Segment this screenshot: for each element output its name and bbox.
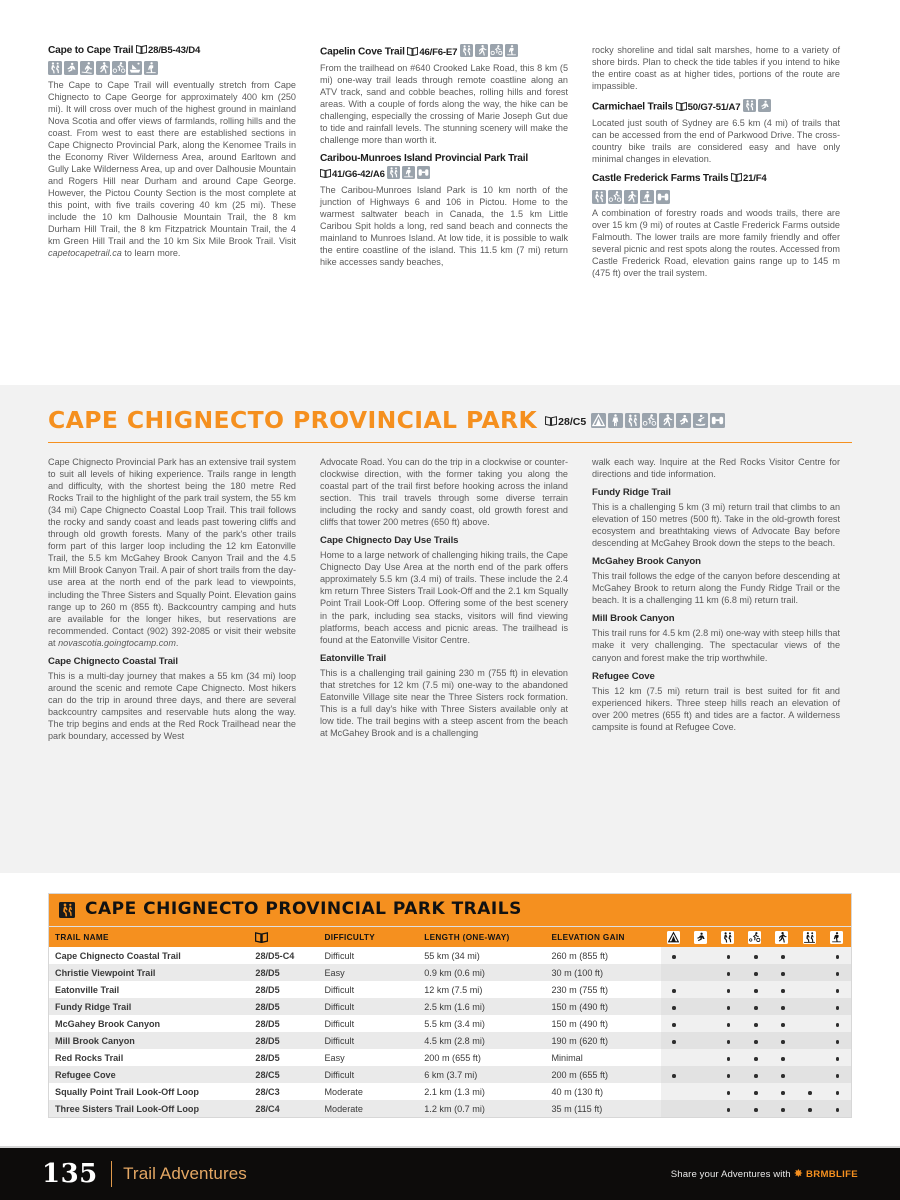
park-column-1 (48, 456, 296, 749)
cell-difficulty: Difficult (324, 1018, 355, 1029)
activity-icon-row (592, 189, 840, 204)
biking-icon (490, 44, 503, 57)
park-paragraph: This trail runs for 4.5 km (2.8 mi) one-way with steep hills that make it very challenging. The spectacular views of the canyon and forest make the trip worthwhile. (592, 628, 840, 663)
cell-map-reference: 28/C3 (255, 1086, 280, 1097)
cell-activity-hiking (715, 964, 742, 981)
cell-map-reference: 28/C4 (255, 1103, 280, 1114)
cell-elevation: Minimal (551, 1052, 583, 1063)
cell-activity-camping (661, 1032, 688, 1049)
cell-difficulty: Easy (324, 967, 345, 978)
table-row[interactable] (49, 964, 851, 981)
cell-activity-running (769, 947, 796, 964)
cell-activity-hiking (715, 1066, 742, 1083)
map-book-icon (136, 44, 147, 54)
atv-icon (402, 166, 415, 179)
col-icon-camping (661, 927, 688, 948)
cell-map-reference: 28/C5 (255, 1069, 280, 1080)
trails-table (48, 893, 852, 1118)
cell-trail-name: Fundy Ridge Trail (55, 1001, 132, 1012)
cell-length: 0.9 km (0.6 mi) (424, 967, 485, 978)
running-icon (775, 931, 788, 944)
trail-paragraph: A combination of forestry roads and woods trails, there are over 15 km (9 mi) of routes at Castle Frederick Farms outside Falmouth. The lower trails are more family friendly and offer several picnic and rest spots along the routes. Accessed from Castle Frederick Road, elevation gains range up to 145 m (475 ft) over the trail system. (592, 208, 840, 279)
cell-map-reference: 28/D5-C4 (255, 950, 295, 961)
cell-activity-camping (661, 964, 688, 981)
cell-activity-snowshoe (688, 1049, 715, 1066)
biking-icon (608, 190, 622, 204)
park-section (0, 385, 900, 873)
cell-activity-biking (742, 1032, 769, 1049)
trails-table-body (49, 947, 851, 1117)
map-book-icon (676, 101, 687, 111)
map-reference: 28/B5-43/D4 (136, 44, 200, 58)
cell-activity-snowshoe (688, 964, 715, 981)
park-paragraph-continued: Advocate Road. You can do the trip in a clockwise or counter-clockwise direction, with the former taking you along the coastal part of the trail first before hooking across the inland section. This trail travels through some diverse terrain including the rocky and sandy coast, old growth forest and cliffs that tower 200 metres (650 ft) above. (320, 457, 568, 528)
hiking-icon (387, 166, 400, 179)
park-subhead: Refugee Cove (592, 670, 655, 682)
trail-entry-title (592, 99, 840, 114)
trail-entry (320, 153, 568, 268)
cell-trail-name: Red Rocks Trail (55, 1052, 124, 1063)
cell-difficulty: Difficult (324, 984, 355, 995)
cell-trail-name: Mill Brook Canyon (55, 1035, 135, 1046)
cell-length: 5.5 km (3.4 mi) (424, 1018, 485, 1029)
cell-activity-running (769, 1066, 796, 1083)
biking-icon (748, 931, 761, 944)
map-book-icon (320, 168, 331, 178)
activity-icon-row (743, 102, 773, 113)
page-footer (0, 1148, 900, 1200)
biking-icon (642, 413, 657, 428)
cell-activity-atv (824, 998, 851, 1015)
cell-difficulty: Difficult (324, 1069, 355, 1080)
camping-website-link[interactable]: novascotia.goingtocamp.com (58, 637, 176, 648)
title-rule (48, 442, 852, 443)
cell-activity-biking (742, 1066, 769, 1083)
cell-elevation: 260 m (855 ft) (551, 950, 609, 961)
cell-activity-hiking (715, 1015, 742, 1032)
map-reference: 21/F4 (731, 172, 767, 186)
cell-activity-running (769, 998, 796, 1015)
top-column-2 (320, 44, 568, 286)
table-row[interactable] (49, 1100, 851, 1117)
running-icon (96, 61, 110, 75)
camping-icon (591, 413, 606, 428)
cell-activity-snowshoe (688, 1015, 715, 1032)
running-icon (624, 190, 638, 204)
park-intro: Cape Chignecto Provincial Park has an extensive trail system to suit all levels of hiking experience. Trails range in length and difficulty, with the shortest being the 180 metre Red Rocks Trail to the highlight of the park trail system, the 55 km (34 mi) Cape Chignecto Coastal Loop Trail. This trail follows the rocky and sandy coast and leads past towering cliffs and through old growth forests. Many of the park's other trails form part of this larger loop including the 12 km Eatonville Trail, the 5.5 km McGahey Brook Canyon Trail and the 4.5 km Mill Brook Canyon Trail. A pair of short trails from the day-use area at the north end of the park lead to viewpoints, including the Three Sisters and Squally Point. Elevation gains range up to 260 m (855 ft). Backcountry camping and huts are available for the longer hikes, but reservations are recommended. Contact (902) 392-2085 or visit their website at novascotia.goingtocamp.com. (48, 457, 296, 648)
biking-icon (112, 61, 126, 75)
cell-activity-skiing (797, 1066, 824, 1083)
page-number: 135 (42, 1159, 98, 1189)
cell-activity-snowshoe (688, 1066, 715, 1083)
park-paragraph: This is a challenging 5 km (3 mi) return trail that climbs to an elevation of 150 metres (500 ft). Take in the old-growth forest ecosystem and breathtaking views of Advocate Bay before descending at McGahey Brook down the steps to the beach. (592, 502, 840, 549)
park-paragraph: This is a multi-day journey that makes a 55 km (34 mi) loop around the scenic and remote Cape Chignecto. Most hikers can do the trip in around three days, and there are several backcountry campsites and reservable huts along the way. The trip begins and ends at the Red Rock Trailhead near the park boundary, accessed by West (48, 670, 296, 741)
col-icon-skiing (797, 927, 824, 948)
park-title: CAPE CHIGNECTO PROVINCIAL PARK (48, 406, 538, 434)
park-subhead: McGahey Brook Canyon (592, 556, 701, 568)
cell-activity-running (769, 964, 796, 981)
cell-length: 1.2 km (0.7 mi) (424, 1103, 485, 1114)
cell-activity-atv (824, 964, 851, 981)
table-row[interactable] (49, 1066, 851, 1083)
cell-activity-hiking (715, 981, 742, 998)
table-row[interactable] (49, 1032, 851, 1049)
trail-entry-title (320, 153, 568, 181)
cell-trail-name: Eatonville Trail (55, 984, 120, 995)
cell-activity-biking (742, 1015, 769, 1032)
trail-paragraph: Located just south of Sydney are 6.5 km (4 mi) of trails that can be accessed from the end of Parkwood Drive. The cross-country bike trails are considered easy and have only minimal changes in elevation. (592, 118, 840, 165)
share-prompt (671, 1169, 858, 1180)
trail-entry (48, 44, 296, 259)
top-column-1 (48, 44, 296, 286)
cell-activity-atv (824, 947, 851, 964)
col-icon-snowshoe (688, 927, 715, 948)
footer-section-title: Trail Adventures (123, 1164, 247, 1183)
atv-icon (505, 44, 518, 57)
cell-activity-running (769, 1015, 796, 1032)
cell-activity-skiing (797, 947, 824, 964)
cell-trail-name: McGahey Brook Canyon (55, 1018, 161, 1029)
cell-map-reference: 28/D5 (255, 1001, 280, 1012)
col-difficulty: DIFFICULTY (318, 927, 418, 948)
cell-activity-snowshoe (688, 981, 715, 998)
activity-icon-row (387, 169, 432, 180)
cell-difficulty: Difficult (324, 1001, 355, 1012)
cell-activity-running (769, 1049, 796, 1066)
map-reference: 50/G7-51/A7 (676, 101, 741, 115)
park-paragraph: This is a challenging trail gaining 230 m (755 ft) in elevation that stretches for 12 km (7.5 mi) one-way to the abandoned Eatonville Village site near the Three Sisters rock formation. This is a full day's hike with Three Sisters available only at low tide. The trail begins with a steep ascent from the beach at McGahey Brook and is a challenging (320, 667, 568, 738)
cell-elevation: 190 m (620 ft) (551, 1035, 609, 1046)
trails-table-title (49, 894, 851, 926)
park-column-2 (320, 456, 568, 749)
top-column-3 (592, 44, 840, 286)
trail-entry (320, 44, 568, 146)
cell-activity-snowshoe (688, 1083, 715, 1100)
cell-activity-camping (661, 1066, 688, 1083)
trail-entry (592, 99, 840, 165)
trails-table-title-text: CAPE CHIGNECTO PROVINCIAL PARK TRAILS (85, 899, 522, 919)
hash-icon: ✸ (793, 1168, 804, 1180)
cell-trail-name: Refugee Cove (55, 1069, 116, 1080)
running-icon (659, 413, 674, 428)
cell-length: 2.5 km (1.6 mi) (424, 1001, 485, 1012)
lookout-icon (656, 190, 670, 204)
trail-entry-title (320, 44, 568, 59)
cell-elevation: 40 m (130 ft) (551, 1086, 603, 1097)
hiking-icon (59, 902, 75, 918)
cell-activity-running (769, 1100, 796, 1117)
trail-entry-title (48, 44, 296, 58)
park-column-3 (592, 456, 840, 749)
cell-length: 2.1 km (1.3 mi) (424, 1086, 485, 1097)
cell-activity-skiing (797, 1049, 824, 1066)
park-paragraph: Home to a large network of challenging hiking trails, the Cape Chignecto Day Use Area at the north end of the park offers approximately 5.5 km (3.4 mi) of trails. These include the 2.4 km return Three Sisters Trail Look-Off and the 2.1 km Squally Point Trail Look-Off Loop. Offering some of the best scenery in the park, including sea stacks, visitors will find viewing platforms, beach access and picnic areas. The trailhead is found at the Eatonville Visitor Centre. (320, 550, 568, 645)
cell-activity-hiking (715, 1100, 742, 1117)
park-header-icons (545, 412, 726, 433)
park-activity-icons (591, 412, 727, 429)
col-trail-name: TRAIL NAME (49, 927, 249, 948)
cell-activity-camping (661, 1015, 688, 1032)
trail-title-text: Capelin Cove Trail (320, 46, 405, 58)
cell-activity-camping (661, 981, 688, 998)
cell-difficulty: Moderate (324, 1103, 363, 1114)
trail-entry (592, 172, 840, 279)
cell-map-reference: 28/D5 (255, 1018, 280, 1029)
activity-icon-row (460, 47, 520, 58)
col-elevation: ELEVATION GAIN (545, 927, 660, 948)
cell-length: 55 km (34 mi) (424, 950, 480, 961)
cell-activity-camping (661, 1083, 688, 1100)
trail-title-text: Carmichael Trails (592, 101, 673, 113)
trail-paragraph: From the trailhead on #640 Crooked Lake Road, this 8 km (5 mi) one-way trail leads through remote coastline along an ATV track, sand and cobble beaches, rolling hills and forest areas. With a couple of fords along the way, the hike can be challenging, especially the crossing of Marie Joseph Gut due to tide and rainfall levels. The stunning scenery will make the challenge more than worth it. (320, 63, 568, 146)
cell-difficulty: Easy (324, 1052, 345, 1063)
trail-paragraph: The Cape to Cape Trail will eventually stretch from Cape Chignecto to Cape George for approximately 400 km (250 mi). It will cross over much of the highest ground in mainland Nova Scotia and offer views of farmlands, rolling hills and the coast. From west to east there are established sections in Cape Chignecto Provincial Park, along the Kenomee Trails in the Economy River Wilderness Area, around Earltown and Gully Lake Wilderness Area, up and over Dalhousie Mountain and Rogers Hill near Durham and around Cape George. However, the Pictou County Section is the most complete at this point, with five trails covering 40 km (25 mi). These include the 10 km Dalhousie Mountain Trail, the 8 km Durham Hill Trail, the 8 km Fitzpatrick Mountain Trail, the 4 km Green Hill Trail and the 10 km Six Mile Brook Trail. Visit capetocapetrail.ca to learn more. (48, 79, 296, 259)
cell-activity-snowshoe (688, 1100, 715, 1117)
snowshoe-icon (676, 413, 691, 428)
cell-elevation: 200 m (655 ft) (551, 1069, 609, 1080)
cell-activity-snowshoe (688, 1032, 715, 1049)
park-paragraph: This trail follows the edge of the canyon before descending at McGahey Brook to return along the Fundy Ridge Trail or the beach. It is a challenging 11 km (6.8 mi) return trail. (592, 571, 840, 606)
col-length: LENGTH (ONE-WAY) (418, 927, 545, 948)
cell-activity-atv (824, 1032, 851, 1049)
trail-title-text: Cape to Cape Trail (48, 45, 134, 56)
washroom-icon (608, 413, 623, 428)
cell-length: 12 km (7.5 mi) (424, 984, 483, 995)
cell-activity-running (769, 1083, 796, 1100)
park-subhead: Fundy Ridge Trail (592, 487, 671, 499)
cell-difficulty: Difficult (324, 1035, 355, 1046)
trail-entry-title (592, 172, 840, 186)
cell-elevation: 150 m (490 ft) (551, 1018, 609, 1029)
cell-activity-skiing (797, 964, 824, 981)
cell-activity-camping (661, 998, 688, 1015)
lookout-icon (417, 166, 430, 179)
cell-trail-name: Three Sisters Trail Look-Off Loop (55, 1103, 200, 1114)
park-subhead: Cape Chignecto Coastal Trail (48, 655, 178, 667)
cell-activity-camping (661, 1100, 688, 1117)
cell-activity-running (769, 1032, 796, 1049)
col-icon-atv (824, 927, 851, 948)
hiking-icon (721, 931, 734, 944)
top-trail-entries (0, 0, 900, 385)
trails-table-grid (49, 926, 851, 1117)
table-row[interactable] (49, 1049, 851, 1066)
hiking-icon (592, 190, 606, 204)
cell-activity-skiing (797, 1083, 824, 1100)
table-row[interactable] (49, 1083, 851, 1100)
cell-trail-name: Christie Viewpoint Trail (55, 967, 156, 978)
cell-length: 4.5 km (2.8 mi) (424, 1035, 485, 1046)
hiking-icon (743, 99, 756, 112)
table-header-row (49, 927, 851, 948)
park-subhead: Cape Chignecto Day Use Trails (320, 535, 459, 547)
map-reference: 41/G6-42/A6 (320, 168, 385, 182)
cell-activity-hiking (715, 947, 742, 964)
table-row[interactable] (49, 947, 851, 964)
park-subhead: Eatonville Trail (320, 652, 387, 664)
cell-elevation: 35 m (115 ft) (551, 1103, 603, 1114)
cell-difficulty: Moderate (324, 1086, 363, 1097)
atv-icon (830, 931, 843, 944)
cell-activity-biking (742, 1049, 769, 1066)
cell-length: 6 km (3.7 mi) (424, 1069, 478, 1080)
cell-elevation: 150 m (490 ft) (551, 1001, 609, 1012)
snowshoe-icon (64, 61, 78, 75)
cell-map-reference: 28/D5 (255, 984, 280, 995)
snowshoe-icon (694, 931, 707, 944)
cell-elevation: 30 m (100 ft) (551, 967, 603, 978)
table-row[interactable] (49, 1015, 851, 1032)
map-book-icon (731, 172, 742, 182)
cell-map-reference: 28/D5 (255, 967, 280, 978)
cell-activity-biking (742, 947, 769, 964)
cell-trail-name: Squally Point Trail Look-Off Loop (55, 1086, 199, 1097)
cell-map-reference: 28/D5 (255, 1052, 280, 1063)
lookout-icon (710, 413, 725, 428)
cell-activity-biking (742, 981, 769, 998)
map-book-icon (407, 46, 418, 56)
activity-icon-row (48, 61, 296, 76)
map-book-icon (545, 415, 557, 426)
website-link[interactable]: capetocapetrail.ca (48, 248, 122, 259)
col-icon-hiking (715, 927, 742, 948)
map-reference: 28/C5 (545, 415, 586, 428)
col-icon-biking (742, 927, 769, 948)
col-map-reference (249, 927, 318, 948)
cell-trail-name: Cape Chignecto Coastal Trail (55, 950, 181, 961)
cell-activity-skiing (797, 1015, 824, 1032)
trail-paragraph-continued: rocky shoreline and tidal salt marshes, home to a variety of shore birds. Plan to check the tide tables if you intend to hike the entire coast as at higher tides, portions of the route are impassible. (592, 45, 840, 92)
cell-elevation: 230 m (755 ft) (551, 984, 609, 995)
cell-activity-hiking (715, 998, 742, 1015)
cell-activity-atv (824, 981, 851, 998)
cell-activity-skiing (797, 1100, 824, 1117)
park-subhead: Mill Brook Canyon (592, 613, 675, 625)
atv-icon (144, 61, 158, 75)
cell-activity-camping (661, 1049, 688, 1066)
cell-difficulty: Difficult (324, 950, 355, 961)
hiking-icon (460, 44, 473, 57)
cell-activity-running (769, 981, 796, 998)
snowshoe-icon (758, 99, 771, 112)
cell-activity-hiking (715, 1049, 742, 1066)
cell-length: 200 m (655 ft) (424, 1052, 481, 1063)
running-icon (475, 44, 488, 57)
trail-title-text: Caribou-Munroes Island Provincial Park Trail (320, 153, 529, 165)
trail-paragraph: The Caribou-Munroes Island Park is 10 km north of the junction of Highways 6 and 106 in Pictou. Home to the warmest saltwater beach in Canada, the 1.5 km Little Caribou Spit holds a long, red sand beach and connects the mainland to Munroes Island. At low tide, it is possible to walk the entire coastline of the island. This 11.5 km (7 mi) return hike accesses sandy beaches, (320, 185, 568, 268)
cell-activity-hiking (715, 1083, 742, 1100)
paddling-icon (693, 413, 708, 428)
share-text: Share your Adventures with (670, 1168, 791, 1180)
boat-launch-icon (128, 61, 142, 75)
map-book-icon (255, 931, 268, 943)
cell-activity-atv (824, 1049, 851, 1066)
brand-name[interactable]: BRMBLIFE (806, 1168, 858, 1180)
map-reference: 46/F6-E7 (407, 46, 457, 60)
cell-activity-atv (824, 1015, 851, 1032)
cell-activity-skiing (797, 998, 824, 1015)
camping-icon (667, 931, 680, 944)
table-row[interactable] (49, 998, 851, 1015)
cell-activity-biking (742, 1083, 769, 1100)
cell-activity-hiking (715, 1032, 742, 1049)
cell-activity-atv (824, 1100, 851, 1117)
cell-activity-snowshoe (688, 998, 715, 1015)
table-row[interactable] (49, 981, 851, 998)
cell-map-reference: 28/D5 (255, 1035, 280, 1046)
hiking-icon (48, 61, 62, 75)
cell-activity-skiing (797, 981, 824, 998)
col-icon-running (769, 927, 796, 948)
cell-activity-skiing (797, 1032, 824, 1049)
cell-activity-atv (824, 1066, 851, 1083)
cell-activity-biking (742, 998, 769, 1015)
park-paragraph: This 12 km (7.5 mi) return trail is best suited for fit and experienced hikers. Three steep hills reach an elevation of over 200 metres (655 ft) and tides are a factor. A wilderness campsite is found at Refugee Cove. (592, 685, 840, 732)
cell-activity-atv (824, 1083, 851, 1100)
cell-activity-snowshoe (688, 947, 715, 964)
skiing-icon (803, 931, 816, 944)
trail-title-text: Castle Frederick Farms Trails (592, 173, 729, 185)
hiking-icon (625, 413, 640, 428)
footer-divider-rule (111, 1161, 112, 1187)
cell-activity-camping (661, 947, 688, 964)
cell-activity-biking (742, 1100, 769, 1117)
cell-activity-biking (742, 964, 769, 981)
atv-icon (640, 190, 654, 204)
skiing-icon (80, 61, 94, 75)
park-paragraph-continued: walk each way. Inquire at the Red Rocks Visitor Centre for directions and tide information. (592, 457, 840, 480)
